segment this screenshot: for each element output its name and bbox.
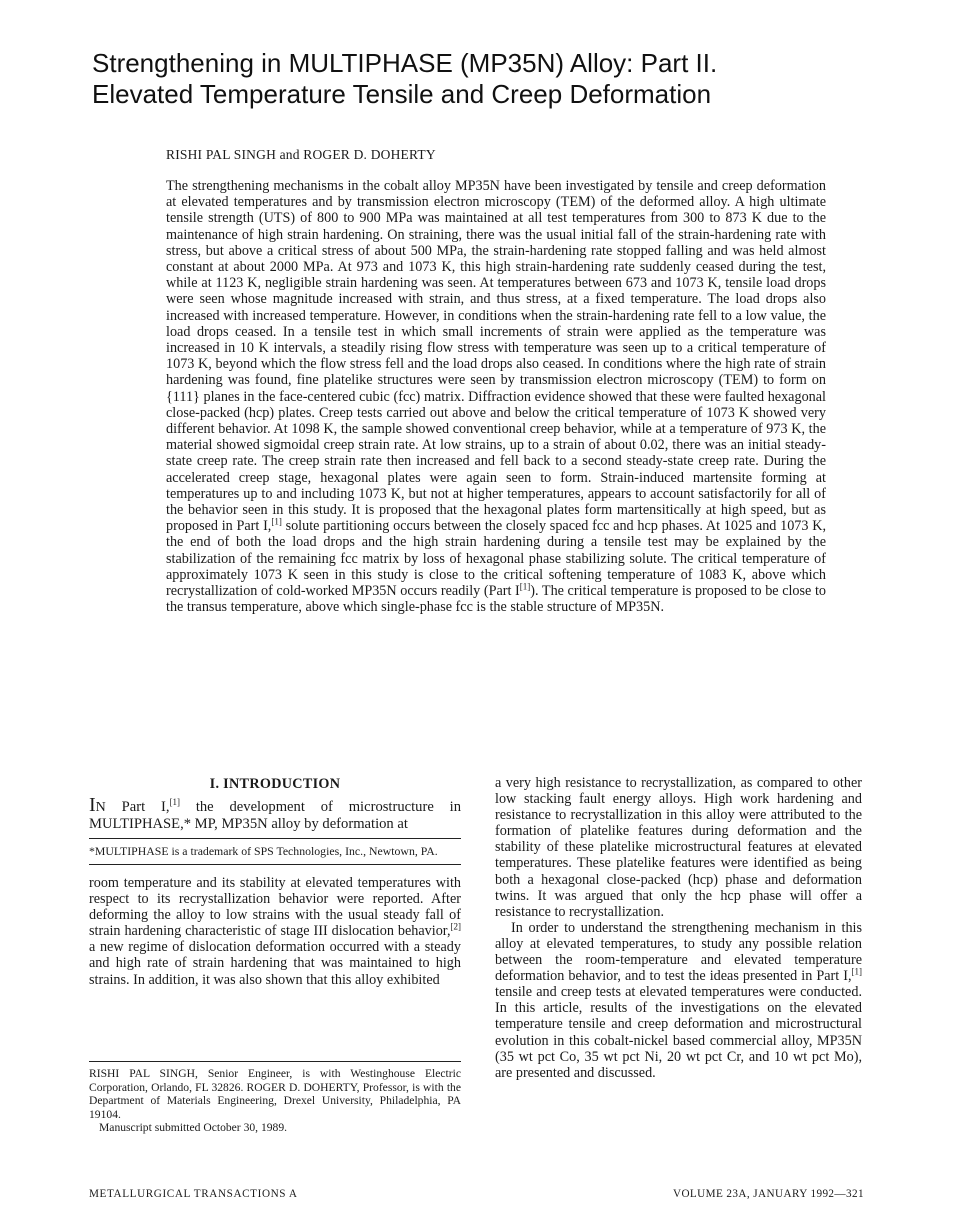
reference-marker: [1] [271,516,282,527]
intro-first-lines [89,794,461,833]
affiliation-rule [89,1061,461,1062]
volume-page-footer: VOLUME 23A, JANUARY 1992—321 [672,1188,864,1200]
journal-footer: METALLURGICAL TRANSACTIONS A [89,1188,298,1200]
intro-paragraph-right-1: a very high resistance to recrystallization, as compared to other low stacking fault energy alloys. High work hardening and resistance to recrystallization in this alloy were attributed to the formation of platelike features during deformation and the stability of these platelike microstructural features at elevated temperatures. These platelike features were identified as being both a hexagonal close-packed (hcp) phase and deformation twins. It was argued that only the hcp phase will offer a resistance to recrystallization. [495,775,862,920]
left-column [89,775,461,988]
affiliation-note [89,1067,461,1135]
reference-marker: [1] [519,581,531,592]
abstract: The strengthening mechanisms in the cobalt alloy MP35N have been investigated by tensile and creep deformation at elevated temperatures and by transmission electron microscopy (TEM) of the deformed alloy. A high ultimate tensile strength (UTS) of 800 to 900 MPa was maintained at all test temperatures from 300 to 873 K due to the maintenance of high strain hardening. On straining, there was the usual initial fall of the strain-hardening rate with stress, but above a critical stress of about 500 MPa, the strain-hardening rate stopped falling and was held almost constant at about 2000 MPa. At 973 and 1073 K, this high strain-hardening rate suddenly ceased during the test, while at 1123 K, negligible strain hardening was seen. At temperatures between 673 and 1073 K, tensile load drops were seen whose magnitude increased with strain, and thus stress, at a fixed temperature. The load drops also increased with increased temperature. However, in conditions when the strain-hardening rate fell to a low value, the load drops ceased. In a tensile test in which small increments of strain were applied as the temperature was increased in 10 K intervals, a steadily rising flow stress with temperature was seen up to a critical temperature of 1073 K, beyond which the flow stress fell and the load drops also ceased. In conditions where the high rate of strain hardening was found, fine platelike structures were seen by transmission electron microscopy (TEM) to form on {111} planes in the face-centered cubic (fcc) matrix. Diffraction evidence showed that these were faulted hexagonal close-packed (hcp) plates. Creep tests carried out above and below the critical temperature of 1073 K showed very different behavior. At 1098 K, the sample showed conventional creep behavior, while at a temperature of 973 K, the material showed sigmoidal creep strain rate. At low strains, up to a strain of about 0.02, there was an initial steady-state creep rate. The creep strain rate then increased and fell back to a second steady-state creep rate. During the accelerated creep stage, hexagonal plates were again seen to form. Strain-induced martensite forming at temperatures up to and including 1073 K, but not at higher temperatures, appears to account satisfactorily for all of the behavior seen in this study. It is proposed that the hexagonal plates form martensitically at high speed, but as proposed in Part I,[1] solute partitioning occurs between the closely spaced fcc and hcp phases. At 1025 and 1073 K, the end of both the load drops and the high strain hardening during a tensile test may be explained by the stabilization of the remaining fcc matrix by loss of hexagonal phase stabilizing solute. The critical temperature of approximately 1073 K seen in this study is close to the critical softening temperature of 1083 K, above which recrystallization of cold-worked MP35N occurs readily (Part I[1]). The critical temperature is proposed to be close to the transus temperature, above which single-phase fcc is the stable structure of MP35N. [166,178,826,616]
trademark-footnote: *MULTIPHASE is a trademark of SPS Technologies, Inc., Newtown, PA. [89,844,438,858]
reference-marker: [1] [851,966,862,977]
title-line-1: Strengthening in MULTIPHASE (MP35N) Alloy: Part II. [92,48,718,78]
title-line-2: Elevated Temperature Tensile and Creep Deformation [92,79,712,109]
section-heading-introduction: I. INTRODUCTION [209,776,341,792]
right-column [495,775,862,1081]
reference-marker: [2] [450,921,461,932]
small-cap: N [95,800,106,815]
drop-cap: I [89,794,96,816]
author-line: RISHI PAL SINGH and ROGER D. DOHERTY [166,147,436,162]
affiliation-text: RISHI PAL SINGH, Senior Engineer, is with Westinghouse Electric Corporation, Orlando, FL 32826. ROGER D. DOHERTY, Professor, is with the Department of Materials Engineering, Drexel University, Philadelphia, PA 19104. [89,1067,461,1121]
footnote-rule [89,838,461,839]
article-title [92,48,882,110]
intro-first-text: Part I,[1] the development of microstructure in MULTIPHASE,* MP, MP35N alloy by deformation at [89,797,461,832]
footnote-bottom-rule [89,864,461,865]
intro-paragraph-right-2: In order to understand the strengthening mechanism in this alloy at elevated temperatures, to study any possible relation between the room-temperature and elevated temperature deformation behavior, and to test the ideas presented in Part I,[1] tensile and creep tests at elevated temperatures were conducted. In this article, results of the investigations on the elevated temperature tensile and creep deformation and microstructural evolution in this cobalt-nickel based commercial alloy, MP35N (35 wt pct Co, 35 wt pct Ni, 20 wt pct Cr, and 10 wt pct Mo), are presented and discussed. [495,919,862,1081]
reference-marker: [1] [169,797,180,808]
intro-paragraph-continued: room temperature and its stability at elevated temperatures with respect to its recrystallization behavior were reported. After deforming the alloy to low strains with the usual steady fall of strain hardening characteristic of stage III dislocation behavior,[2] a new regime of dislocation deformation occurred with a steady and high rate of strain hardening that was maintained to high strains. In addition, it was also shown that this alloy exhibited [89,875,461,988]
manuscript-submitted: Manuscript submitted October 30, 1989. [99,1121,288,1135]
